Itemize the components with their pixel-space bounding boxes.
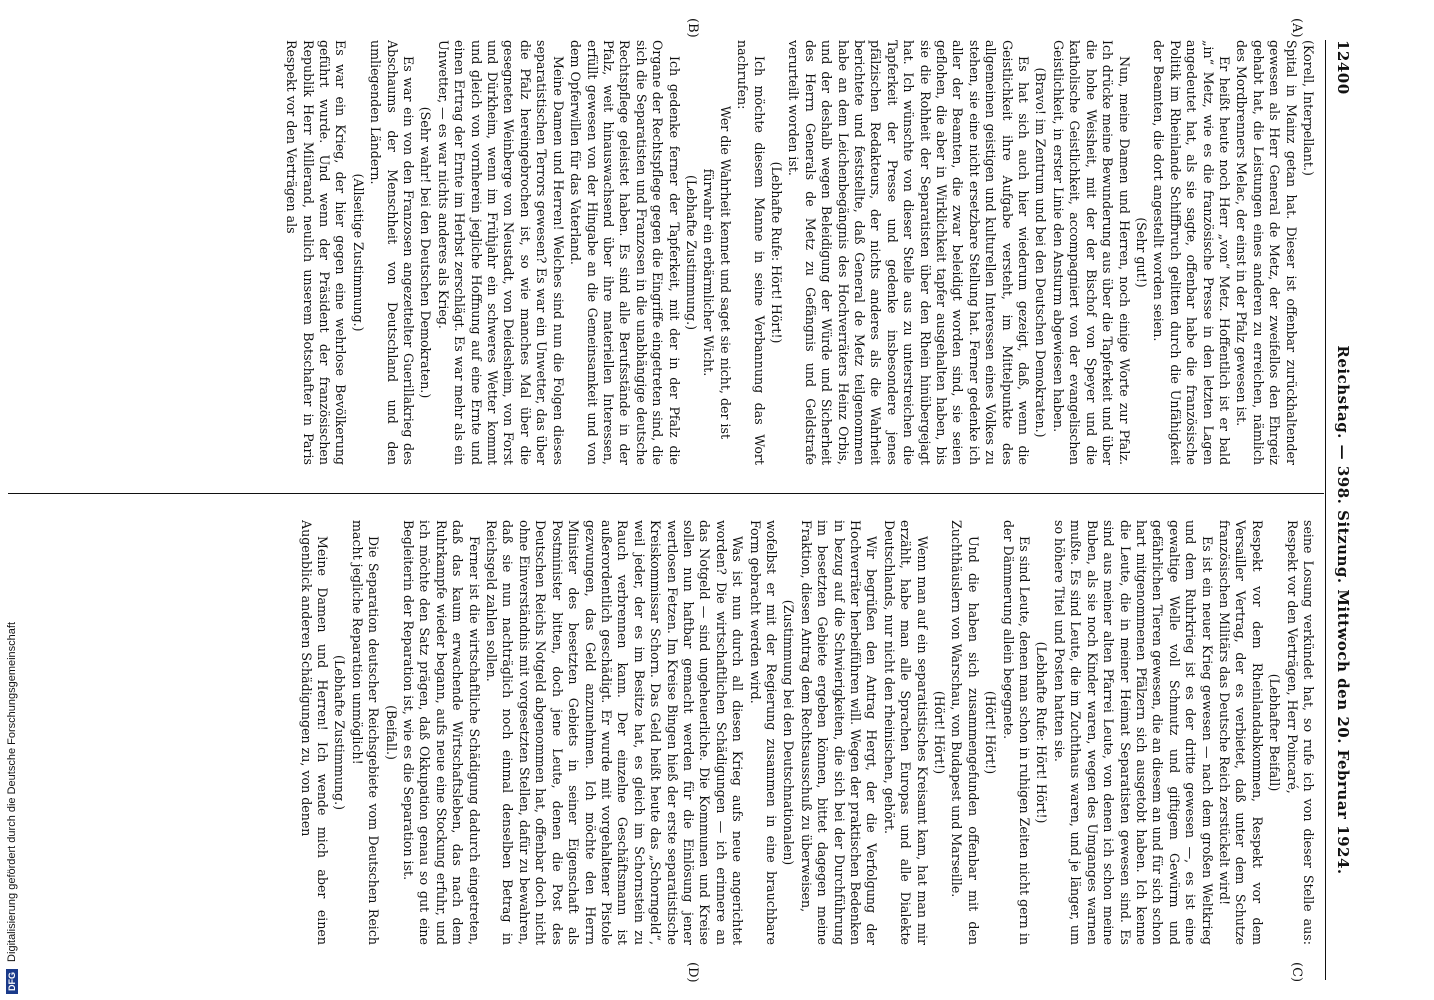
- paragraph: Ich möchte diesem Manne in seine Verbannung das Wort nachrufen:: [735, 40, 767, 465]
- paragraph: (Lebhafte Rufe: Hört! Hört!): [1034, 641, 1050, 824]
- paragraph: Und die haben sich zusammengefunden offenbar mit den Zuchthäuslern von Warschau, von Budapest und Marseille.: [949, 520, 981, 945]
- paragraph: (Lebhafte Rufe: Hört! Hört!): [769, 161, 784, 344]
- paragraph: Spital in Mainz getan hat. Dieser ist offenbar zurückhaltender gewesen als Herr General de Metz, der zweifellos den Ehrgeiz gehabt hat, die Leistungen eines anderen zu erreichen, nämlich des Mordbrenners Melac, der einst in der Pfalz gewesen ist.: [1234, 40, 1299, 465]
- paragraph: Ich gedenke ferner der Tapferkeit, mit der in der Pfalz die Organe der Rechtspflege gegen die Eingriffe eingetreten sind, die sich die Separatisten und Franzosen in die unabhängige deutsche Rechtspflege geleistet haben. Es sind alle Berufsstände in der Pfalz, weit hinauswachsend über ihre materiellen Interessen, erfüllt gewesen von der Hingabe an die Gemeinsamkeit und von dem Opferwillen für das Vaterland.: [568, 40, 682, 465]
- paragraph: Was ist nun durch all diesen Krieg aufs neue angerichtet worden? Die wirtschaftlichen Schädigungen — ich erinnere an das Notgeld — sind ungeheuerliche. Die Kommunen und Kreise sollen nun haftbar gemacht werden für die Einlösung jener wertlosen Fetzen. Im Kreise Bingen hieß der erste separatistische Kreiskommissar Schorn. Das Geld heißt heute das „Schorngeld“, weil jeder, der es im Besitze hat, es gleich im Schornstein zu Rauch verbrennen kann. Der einzelne Geschäftsmann ist außerordentlich geschädigt. Er wurde mit vorgehaltener Pistole gezwungen, das Geld anzunehmen. Ich möchte den Herrn Minister des besetzten Gebiets in seiner Eigenschaft als Postminister bitten, doch jene Leute, denen die Post des Deutschen Reichs Notgeld abgenommen hat, offenbar doch nicht ohne Einverständnis mit vorgesetzten Stellen, dafür zu bewahren, daß sie nun nachträglich noch einmal denselben Betrag in Reichsgeld zahlen sollen.: [484, 520, 746, 945]
- paragraph: (Beifall.): [383, 705, 399, 760]
- margin-mark-d: (D): [685, 962, 700, 983]
- paragraph: Er heißt heute noch Herr „von“ Metz. Hoffentlich ist er bald „in“ Metz, wie es die französische Presse in den letzten Lagen angedeutet hat, als sie sagte, offenbar habe die französische Politik im Rheinlande Schiffbruch gelitten durch die Unfähigkeit der Beamten, die dort angestellt worden seien.: [1151, 40, 1232, 465]
- paragraph: (Korell, Interpellant.): [1301, 40, 1316, 176]
- paragraph: (Lebhafte Zustimmung.): [683, 174, 699, 331]
- paragraph: Meine Damen und Herren! Ich wende mich aber einen Augenblick anderen Schädigungen zu, von denen: [298, 520, 331, 945]
- paragraph: Meine Damen und Herren! Welches sind nun die Folgen dieses separatistischen Terrors gewesen? Es war ein Unwetter, das über die Pfalz hereingebrochen ist, so wie manches Mal über die gesegneten Weinberge von Neustadt, von Deidesheim, von Forst und Dürkheim, wenn im Frühjahr ein schweres Wetter kommt und gleich von vornherein jegliche Hoffnung auf eine Ernte und einen Ertrag der Ernte im Herbst zerschlägt. Es war mehr als ein Unwetter, — es war nichts anderes als Krieg.: [435, 40, 566, 465]
- paragraph: (Lebhafter Beifall): [1267, 673, 1283, 792]
- footer-text: Digitalisierung gefördert durch die Deutsche Forschungsgemeinschaft: [6, 621, 18, 962]
- paragraph: (Hört! Hört!): [932, 690, 948, 775]
- dfg-logo: DFG: [6, 969, 18, 994]
- paragraph: (Allseitige Zustimmung.): [350, 173, 366, 332]
- paragraph: seine Losung verkündet hat, so rufe ich von dieser Stelle aus: Respekt vor den Verträgen, Herr Poincaré,: [1284, 520, 1316, 945]
- paragraph: Es ist ein neuer Krieg gewesen — nach dem großen Weltkrieg und dem Ruhrkrieg ist es der dritte gewesen —, es ist eine gewaltige Welle voll Schmutz und giftigem Gewürm und gefährlichen Tieren gewesen, die an diesem an und für sich schon hart mitgenommenen Pfälzern sich ausgetobt haben. Ich kenne die Leute, die in meiner Heimat Separatisten gewesen sind. Es sind aus meiner alten Pfarrei Leute, von denen ich schon meine Buben, als sie noch Kinder waren, wegen des Umganges warnen mußte. Es sind Leute, die im Zuchthaus waren, und je länger, um so höhere Titel und Posten hatten sie.: [1051, 520, 1215, 945]
- paragraph: Respekt vor dem Rheinlandabkommen, Respekt vor dem Versailler Vertrag, der es verbietet, daß unter dem Schutze französischen Militärs das Deutsche Reich zerstückelt wird!: [1216, 520, 1265, 945]
- running-header: [1328, 40, 1352, 980]
- paragraph: Wir begrüßen den Antrag Hergt, der die Verfolgung der Hochverräter herbeiführen will. Wegen der praktischen Bedenken in bezug auf die Schwierigkeiten, die sich bei der Durchführung im besetzten Gebiete ergeben können, bittet dagegen meine Fraktion, diesen Antrag dem Rechtsausschuß zu überweisen,: [798, 520, 880, 945]
- paragraph: Es war ein Krieg, der hier gegen eine wehrlose Bevölkerung geführt wurde. Und wenn der Präsident der französischen Republik Herr Millerand, neulich unserem Botschafter in Paris Respekt vor den Verträgen als: [284, 40, 349, 465]
- paragraph: Nun, meine Damen und Herren, noch einige Worte zur Pfalz. Ich drücke meine Bewunderung aus über die Tapferkeit und über die hohe Weisheit, mit der der Bischof von Speyer und die katholische Geistlichkeit, accompagniert von der evangelischen Geistlichkeit, in erster Linie den Ansturm abgewiesen haben.: [1050, 40, 1132, 465]
- paragraph: (Sehr wahr! bei den Deutschen Demokraten.): [418, 106, 434, 399]
- paragraph: (Sehr gut!): [1133, 217, 1149, 288]
- paragraph: Die Separation deutscher Reichsgebiete vom Deutschen Reich macht jegliche Reparation unmöglich!: [349, 520, 382, 945]
- running-title: Reichstag. — 398. Sitzung. Mittwoch den 20. Februar 1924.: [1334, 345, 1352, 875]
- margin-mark-c: (C): [1289, 962, 1304, 983]
- header-rule: [1325, 40, 1326, 980]
- page-number: 12400: [1334, 40, 1352, 95]
- column-divider: [8, 493, 1324, 494]
- margin-mark-b: (B): [685, 18, 700, 38]
- paragraph: (Hört! Hört!): [983, 690, 999, 775]
- paragraph: Es war ein von den Franzosen angezettelter Guerillakrieg des Abschaums der Menschheit von Deutschland und den umliegenden Ländern.: [368, 40, 417, 465]
- digitization-footer: [4, 434, 18, 994]
- paragraph: Wenn man auf ein separatistisches Kreisamt kam, hat man mir erzählt, habe man alle Sprachen Europas und alle Dialekte Deutschlands, nur nicht den rheinischen, gehört.: [881, 520, 930, 945]
- margin-mark-a: (A): [1289, 18, 1304, 38]
- paragraph: (Zustimmung bei den Deutschnationalen): [781, 599, 797, 866]
- paragraph: Ferner ist die wirtschaftliche Schädigung dadurch eingetreten, daß das kaum erwachende Wirtschaftsleben, das nach dem Ruhrkampfe wieder begann, aufs neue eine Stockung erfuhr, und ich möchte den Satz prägen, daß Okkupation genau so gut eine Begleiterin der Reparation ist, wie es die Separation ist.: [401, 520, 482, 945]
- left-text-column: [10, 40, 1316, 465]
- paragraph: wofelbst er mit der Regierung zusammen in eine brauchbare Form gebracht werden wird.: [747, 520, 779, 945]
- paragraph: (Lebhafte Zustimmung.): [332, 654, 348, 811]
- right-text-column: [10, 520, 1316, 945]
- paragraph: Es hat sich auch hier wiederum gezeigt, daß, wenn die Geistlichkeit ihre Aufgabe versteht, im Mittelpunkte des allgemeinen geistigen und kulturellen Interessen eines Volkes zu stehen, sie eine nicht ersetzbare Stellung hat. Ferner gedenke ich aller der Beamten, die zwar beleidigt worden sind, sie seien geflohen, die aber in Wirklichkeit tapfer ausgehalten haben, bis sie die Rohheit der Separatisten über den Rhein hinübergejagt hat. Ich wünschte von dieser Stelle aus zu unterstreichen die Tapferkeit der Presse und gedenke insbesondere jenes pfälzischen Redakteurs, der nichts anderes als die Wahrheit berichtete und feststellte, daß General de Metz teilgenommen habe an dem Leichenbegängnis des Hochverräters Heinz Orbis, und der deshalb wegen Beleidigung der Würde und Sicherheit des Herrn Generals de Metz zu Gefängnis und Geldstrafe verurteilt worden ist.: [786, 40, 1032, 465]
- paragraph: Wer die Wahrheit kennet und saget sie nicht, der ist fürwahr ein erbärmlicher Wicht.: [701, 105, 733, 440]
- paragraph: (Bravo! im Zentrum und bei den Deutschen Demokraten.): [1033, 67, 1049, 438]
- paragraph: Es sind Leute, denen man schon in ruhigen Zeiten nicht gern in der Dämmerung allein begegnete.: [1000, 520, 1033, 945]
